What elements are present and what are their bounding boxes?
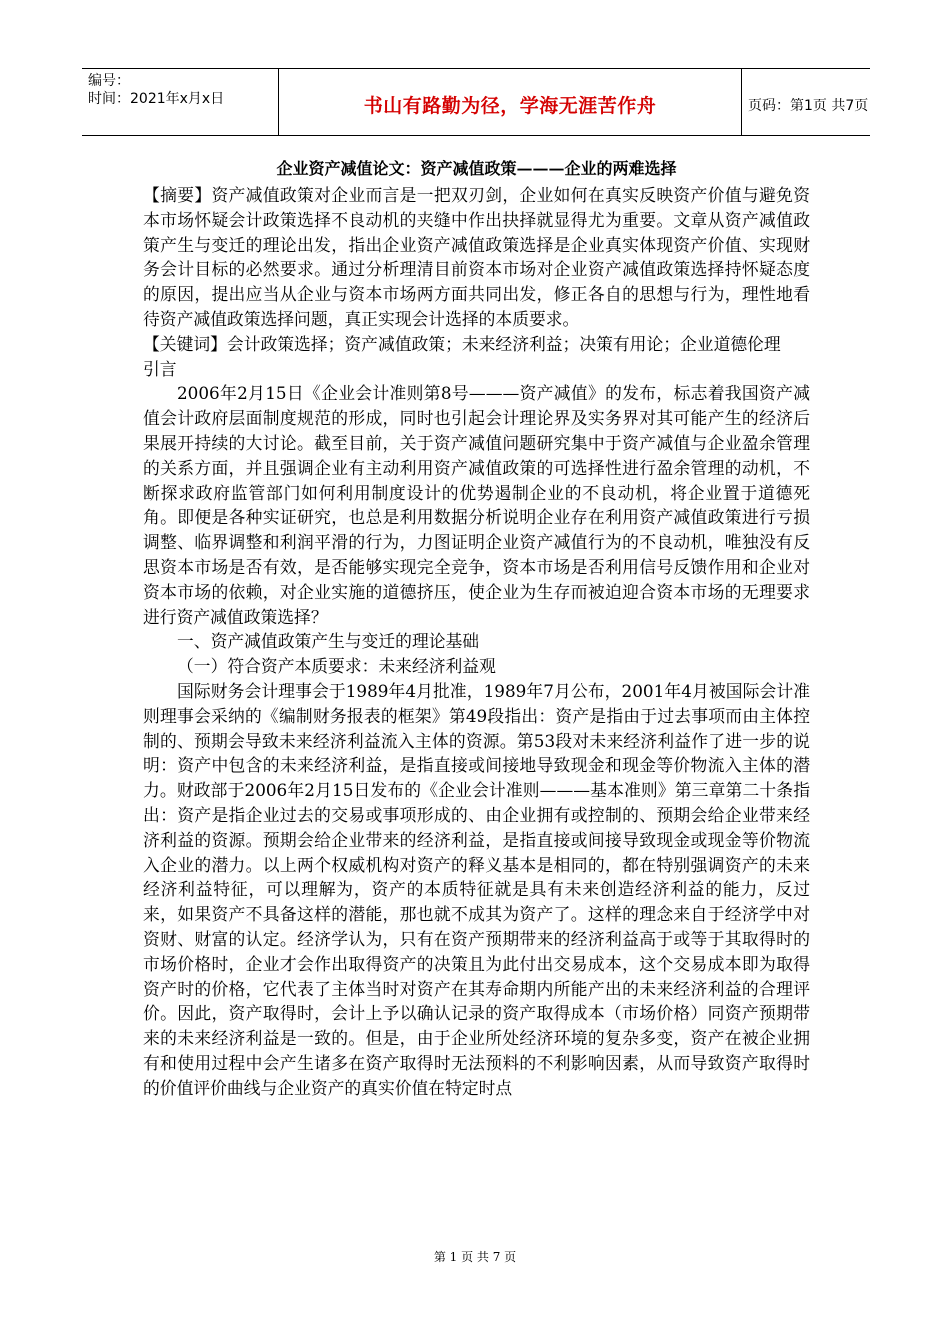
section-heading: 一、资产减值政策产生与变迁的理论基础 bbox=[177, 631, 480, 652]
page-footer: 第 1 页 共 7 页 bbox=[433, 1250, 517, 1264]
document-number-label: 编号： bbox=[88, 73, 130, 89]
document-body bbox=[143, 157, 810, 1100]
document-date-label: 时间：2021年x月x日 bbox=[88, 91, 225, 107]
header-meta bbox=[82, 69, 278, 135]
document-title: 企业资产减值论文：资产减值政策———企业的两难选择 bbox=[276, 159, 677, 178]
abstract-paragraph: 【摘要】资产减值政策对企业而言是一把双刃剑，企业如何在真实反映资产价值与避免资本市场怀疑会计政策选择不良动机的夹缝中作出抉择就显得尤为重要。文章从资产减值政策产生与变迁的理论出发，指出企业资产减值政策选择是企业真实体现资产价值、实现财务会计目标的必然要求。通过分析理清目前资本市场对企业资产减值政策选择持怀疑态度的原因，提出应当从企业与资本市场两方面共同出发，修正各自的思想与行为，理性地看待资产减值政策选择问题，真正实现会计选择的本质要求。 bbox=[143, 185, 810, 329]
header-motto-cell bbox=[278, 69, 742, 135]
body-paragraph: 国际财务会计理事会于1989年4月批准，1989年7月公布，2001年4月被国际会计准则理事会采纳的《编制财务报表的框架》第49段指出：资产是指由于过去事项而由主体控制的、预期会导致未来经济利益流入主体的资源。第53段对未来经济利益作了进一步的说明：资产中包含的未来经济利益，是指直接或间接地导致现金和现金等价物流入主体的潜力。财政部于2006年2月15日发布的《企业会计准则———基本准则》第三章第二十条指出：资产是指企业过去的交易或事项形成的、由企业拥有或控制的、预期会给企业带来经济利益的资源。预期会给企业带来的经济利益，是指直接或间接导致现金或现金等价物流入企业的潜力。以上两个权威机构对资产的释义基本是相同的，都在特别强调资产的未来经济利益特征，可以理解为，资产的本质特征就是具有未来创造经济利益的能力，反过来，如果资产不具备这样的潜能，那也就不成其为资产了。这样的理念来自于经济学中对资财、财富的认定。经济学认为，只有在资产预期带来的经济利益高于或等于其取得时的市场价格时，企业才会作出取得资产的决策且为此付出交易成本，这个交易成本即为取得资产时的价格，它代表了主体当时对资产在其寿命期内所能产出的未来经济利益的合理评价。因此，资产取得时，会计上予以确认记录的资产取得成本（市场价格）同资产预期带来的未来经济利益是一致的。但是，由于企业所处经济环境的复杂多变，资产在被企业拥有和使用过程中会产生诸多在资产取得时无法预料的不利影响因素，从而导致资产取得时的价值评价曲线与企业资产的真实价值在特定时点 bbox=[143, 680, 810, 1098]
intro-paragraph: 2006年2月15日《企业会计准则第8号———资产减值》的发布，标志着我国资产减值会计政府层面制度规范的形成，同时也引起会计理论界及实务界对其可能产生的经济后果展开持续的大讨论。截至目前，关于资产减值问题研究集中于资产减值与企业盈余管理的关系方面，并且强调企业有主动利用资产减值政策的可选择性进行盈余管理的动机，不断探求政府监管部门如何利用制度设计的优势遏制企业的不良动机，将企业置于道德死角。即便是各种实证研究，也总是利用数据分析说明企业存在利用资产减值政策进行亏损调整、临界调整和利润平滑的行为，力图证明企业资产减值行为的不良动机，唯独没有反思资本市场是否有效，是否能够实现完全竞争，资本市场是否利用信号反馈作用和企业对资本市场的依赖，对企业实施的道德挤压，使企业为生存而被迫迎合资本市场的无理要求进行资产减值政策选择？ bbox=[143, 383, 810, 627]
page-header bbox=[82, 68, 870, 136]
keywords-paragraph: 【关键词】会计政策选择；资产减值政策；未来经济利益；决策有用论；企业道德伦理 bbox=[143, 333, 781, 354]
subsection-heading: （一）符合资产本质要求：未来经济利益观 bbox=[177, 656, 496, 677]
intro-heading: 引言 bbox=[143, 358, 177, 379]
header-page-cell bbox=[740, 69, 870, 135]
header-motto: 书山有路勤为径，学海无涯苦作舟 bbox=[363, 95, 657, 117]
header-page-number: 页码：第1页 共7页 bbox=[748, 98, 869, 114]
